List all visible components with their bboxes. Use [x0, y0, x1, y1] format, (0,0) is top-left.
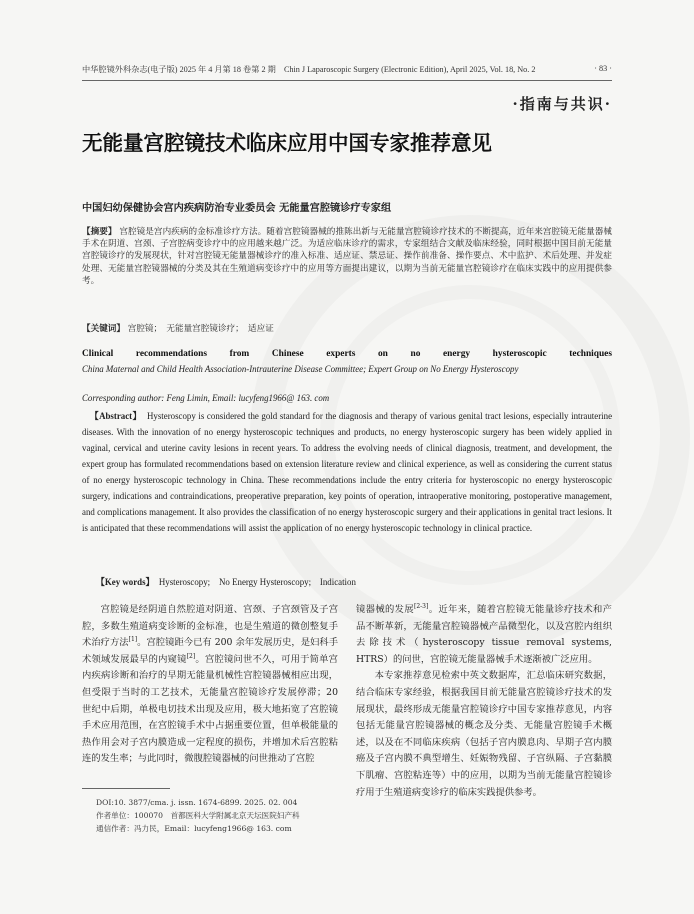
- abstract-text-cn: 宫腔镜是宫内疾病的金标准诊疗方法。随着宫腔镜器械的推陈出新与无能量宫腔镜诊疗技术的不断提高，近年来宫腔镜无能量器械手术在阴道、宫颈、子宫腔病变诊疗中的应用越来越广泛。为适应临床诊疗的需求，专家组结合文献及临床经验，同时根据中国目前无能量宫腔镜诊疗的发展现状，针对宫腔镜无能量器械诊疗的准入标准、适应证、禁忌证、操作前准备、操作要点、术中监护、术后处理、并发症处理、无能量宫腔镜器械的分类及其在生殖道病变诊疗中的应用等方面提出建议，以期为当前无能量宫腔镜诊疗在临床实践中的应用提供参考。: [82, 227, 612, 286]
- body-paragraph: [356, 602, 612, 668]
- body-text: 。宫腔镜问世不久，可用于简单宫内疾病诊断和治疗的早期无能量机械性宫腔镜器械相应出现，但受限于当时的工艺技术，无能量宫腔镜诊疗发展停滞；20 世纪中后期，单极电切技术出现及应用，极大地拓宽了宫腔镜手术应用范围，在宫腔镜手术中占据重要位置，但单极能量的热作用会对子宫内膜造成一定程度的损伤，并增加术后宫腔粘连的发生率；与此同时，微腹腔镜器械的问世推动了宫腔: [82, 653, 338, 765]
- english-abstract: [82, 408, 612, 536]
- abstract-label-en: 【Abstract】: [89, 411, 142, 421]
- keywords-text-cn: 宫腔镜； 无能量宫腔镜诊疗； 适应证: [127, 324, 274, 334]
- keywords-label-en: 【Key words】: [96, 577, 155, 587]
- reference-citation[interactable]: [2-3]: [414, 602, 429, 610]
- chinese-keywords: [82, 322, 274, 334]
- body-paragraph: [82, 602, 338, 768]
- keywords-label-cn: 【关键词】: [82, 324, 125, 334]
- english-corresponding-author: Corresponding author: Feng Limin, Email: lucyfeng1966@ 163. com: [82, 393, 330, 403]
- abstract-label-cn: 【摘要】: [82, 227, 117, 237]
- body-column-left: [82, 602, 338, 768]
- english-title: Clinical recommendations from Chinese experts on no energy hysteroscopic techniques: [82, 349, 612, 359]
- reference-citation[interactable]: [2]: [186, 652, 196, 660]
- body-text: 宫腔镜是经阴道自然腔道对阴道、宫颈、子宫颈管及子宫腔，多数生殖道病变诊断的金标准，也是生殖道的微创整复手术治疗方法: [82, 604, 338, 649]
- article-title: 无能量宫腔镜技术临床应用中国专家推荐意见: [82, 131, 492, 155]
- english-organization: China Maternal and Child Health Association-Intrauterine Disease Committee; Expert Group on No Energy Hysteroscopy: [82, 364, 519, 374]
- author-groups: 中国妇幼保健协会宫内疾病防治专业委员会 无能量宫腔镜诊疗专家组: [82, 202, 392, 214]
- reference-citation[interactable]: [1]: [128, 636, 138, 644]
- journal-citation: 中华腔镜外科杂志(电子版) 2025 年 4 月第 18 卷第 2 期 Chin J Laparoscopic Surgery (Electronic Edition), April 2025, Vol. 18, No. 2: [82, 65, 536, 74]
- running-header: [82, 64, 612, 75]
- body-column-right: [356, 602, 612, 801]
- author-affiliation: 作者单位：100070 首都医科大学附属北京天坛医院妇产科: [96, 810, 300, 820]
- footnote-rule: [82, 788, 170, 789]
- body-paragraph: 本专家推荐意见检索中英文数据库，汇总临床研究数据，结合临床专家经验，根据我国目前无能量宫腔镜诊疗技术的发展现状，最终形成无能量宫腔镜诊疗中国专家推荐意见，内容包括无能量宫腔镜器械的概念及分类、无能量宫腔镜手术概述，以及在不同临床疾病（包括子宫内膜息肉、早期子宫内膜癌及子宫内膜不典型增生、妊娠物残留、子宫纵隔、子宫黏膜下肌瘤、宫腔粘连等）中的应用，以期为当前无能量宫腔镜诊疗用于生殖道病变诊疗的临床实践提供参考。: [356, 670, 612, 798]
- body-text: 镜器械的发展: [356, 604, 414, 615]
- section-label: ·指南与共识·: [512, 95, 612, 113]
- english-keywords: [96, 575, 356, 588]
- abstract-text-en: Hysteroscopy is considered the gold standard for the diagnosis and therapy of various genital tract lesions, especially intrauterine diseases. With the innovation of no energy hysteroscopic techniques and products, no energy hysteroscopic surgery has been widely applied in vaginal, cervical and uterine cavity lesions in recent years. To address the evolving needs of clinical diagnosis, treatment, and development, the expert group has formulated recommendations based on extension literature review and clinical experience, as well as considering the current status of no energy hysteroscopic technology in China. These recommendations include the entry criteria for hysteroscopic no energy hysteroscopic surgery, indications and contraindications, preoperative preparation, key points of operation, intraoperative monitoring, postoperative management, and complications management. It also provides the classification of no energy hysteroscopic surgery and their applications in genital tract lesions. It is anticipated that these recommendations will assist the application of no energy hysteroscopic technology in clinical practice.: [82, 411, 613, 533]
- keywords-text-en: Hysteroscopy; No Energy Hysteroscopy; Indication: [158, 577, 356, 587]
- corresponding-author: 通信作者：冯力民，Email：lucyfeng1966@ 163. com: [96, 823, 292, 833]
- chinese-abstract: [82, 226, 612, 287]
- header-rule: [82, 80, 612, 81]
- body-text: 。近年来，随着宫腔镜无能量诊疗技术和产品不断革新，无能量宫腔镜器械产品微型化，以及宫腔内组织去除技术（hysteroscopy tissue removal systems, HTRS）的问世，宫腔镜无能量器械手术逐渐被广泛应用。: [356, 604, 612, 665]
- page-number: · 83 ·: [594, 64, 612, 73]
- footnotes: [96, 797, 300, 835]
- doi[interactable]: DOI:10. 3877/cma. j. issn. 1674-6899. 2025. 02. 004: [96, 798, 298, 807]
- body-text: 。宫腔镜距今已有 200 余年发展历史，是妇科手术领域发展最早的内窥镜: [82, 637, 338, 665]
